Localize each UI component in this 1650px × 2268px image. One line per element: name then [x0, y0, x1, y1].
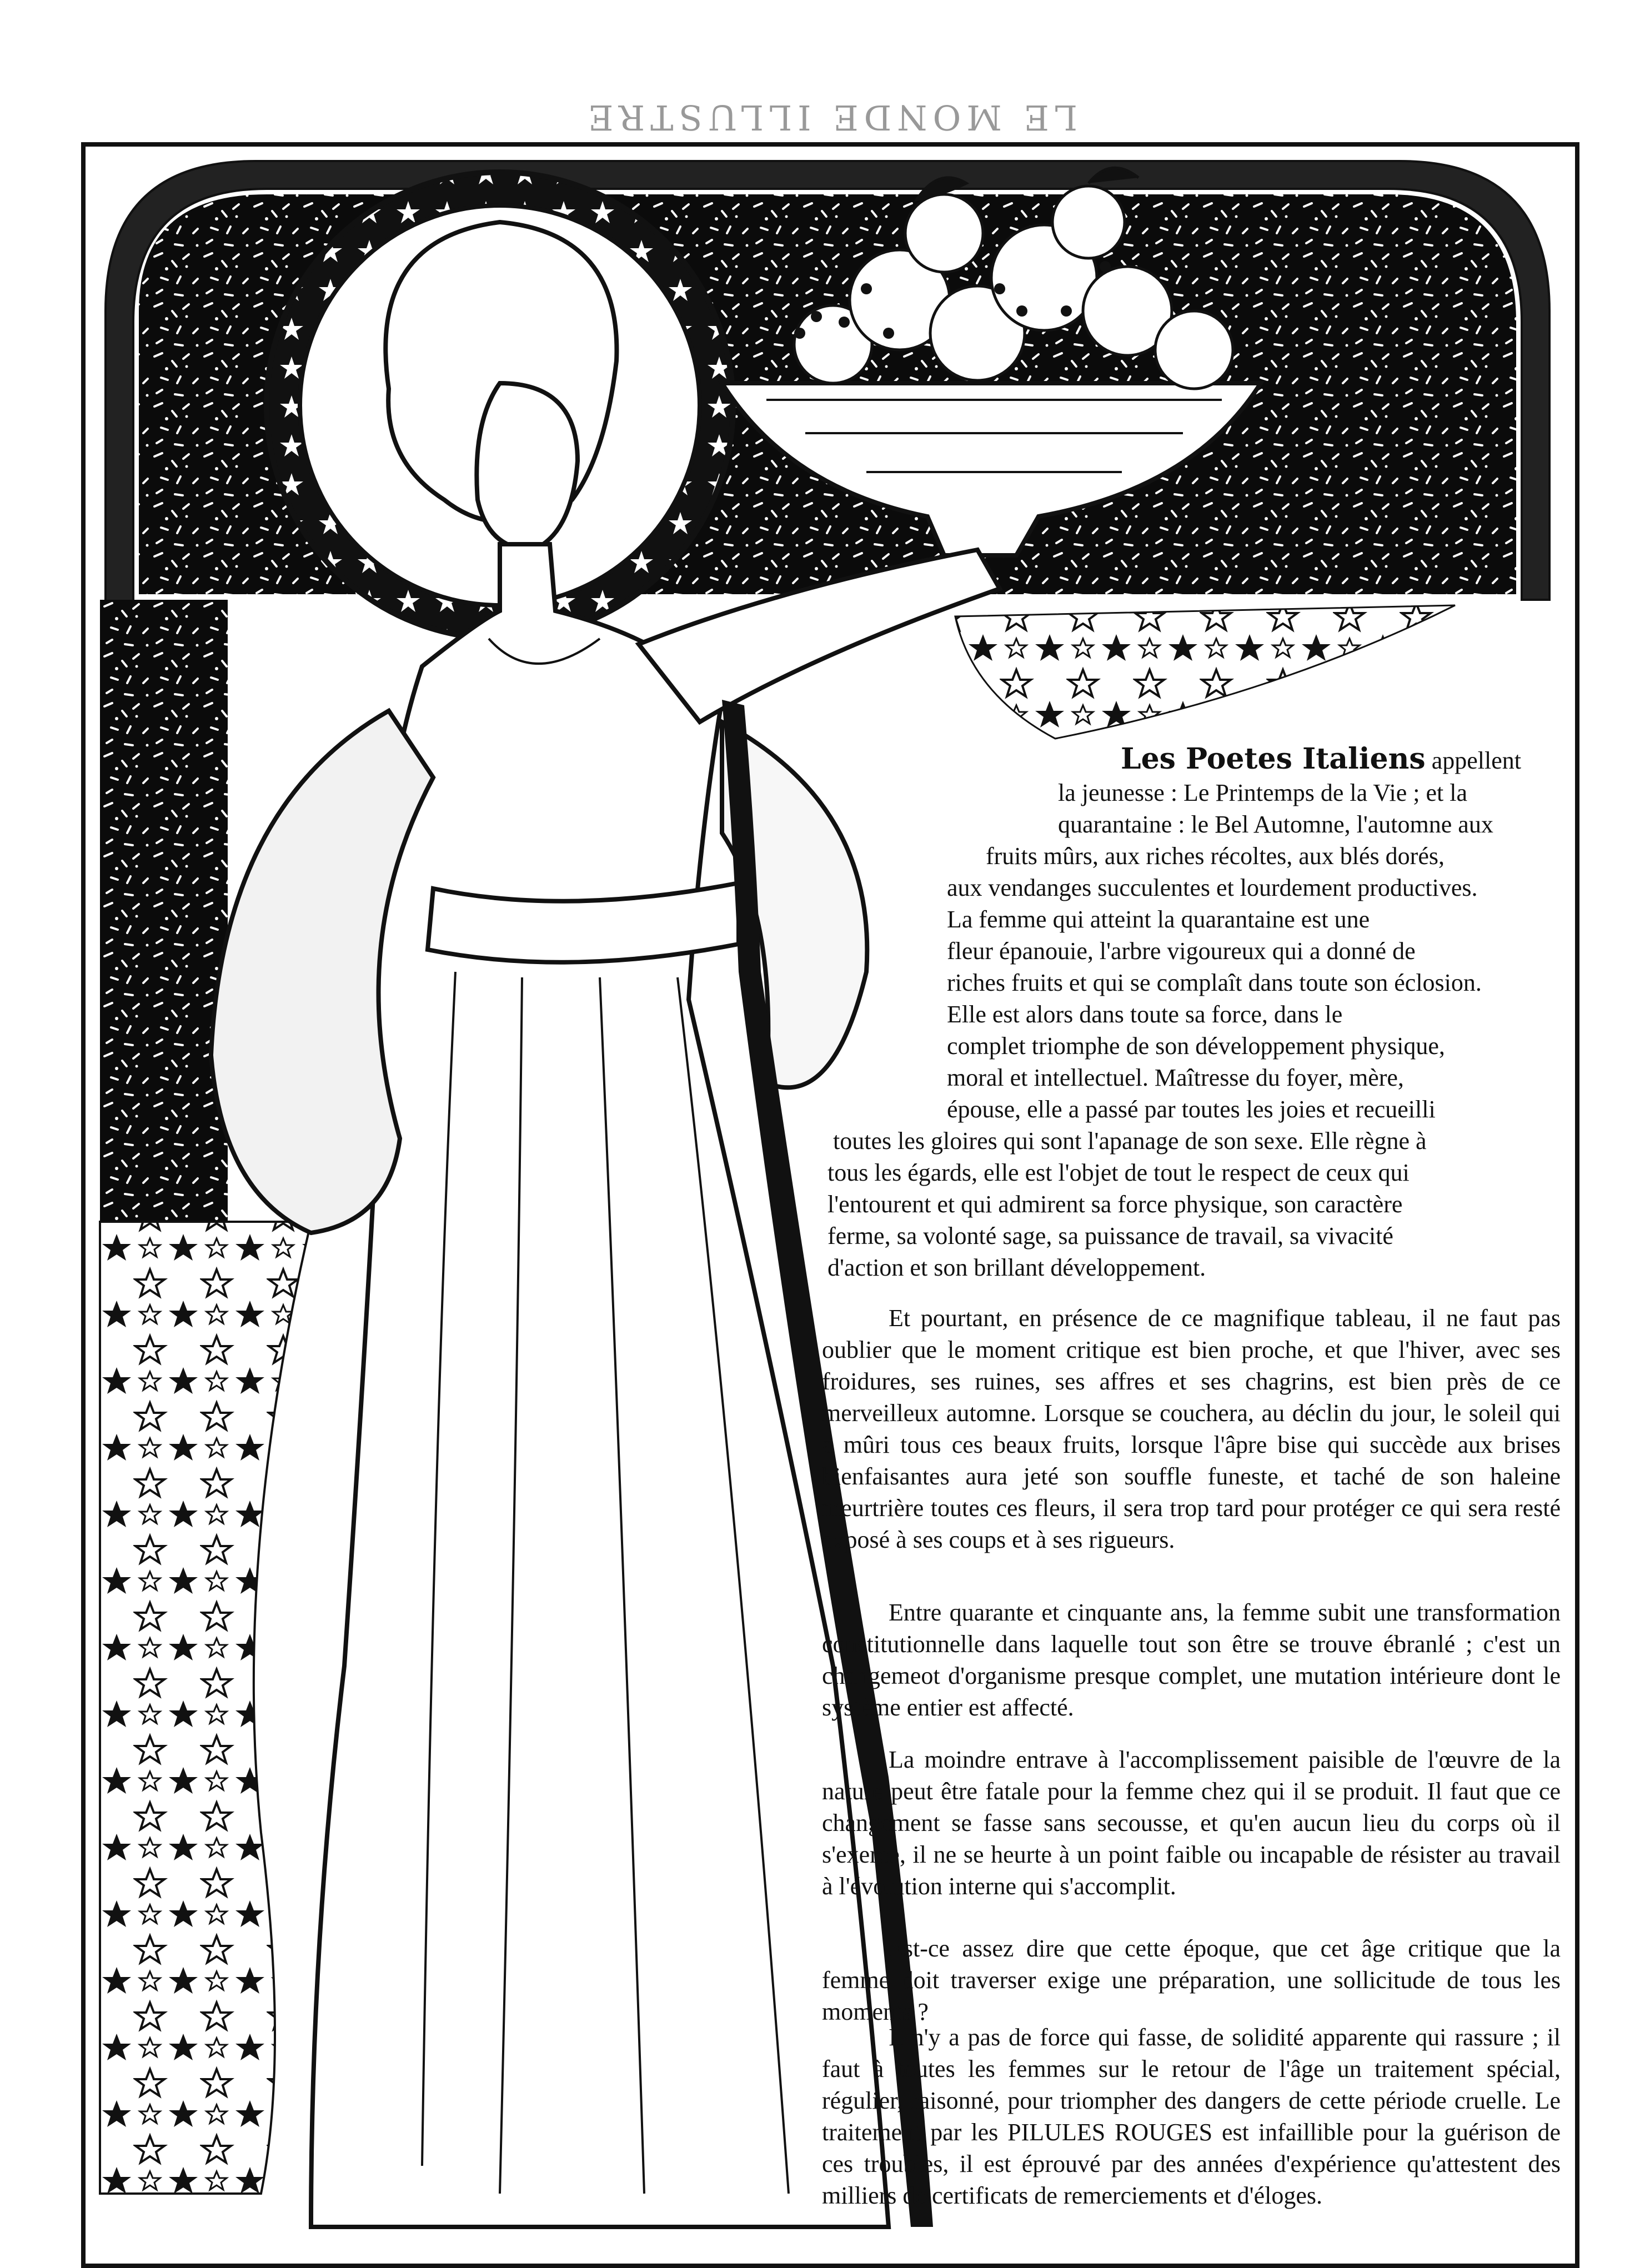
intro-line: complet triomphe de son développement physique,: [947, 1032, 1445, 1060]
intro-line: tous les égards, elle est l'objet de tout le respect de ceux qui: [827, 1159, 1410, 1186]
article-title: Les Poetes Italiens: [1121, 742, 1426, 776]
article-paragraph: Entre quarante et cinquante ans, la femme subit une transformation constitutionnelle dans laquelle tout son être se trouve ébranlé ; c'est un changemeot d'organisme presque complet, une mutation intérieure dont le système entier est affecté.: [822, 1599, 1561, 1721]
intro-line: épouse, elle a passé par toutes les joies et recueilli: [947, 1096, 1436, 1123]
article-paragraph: Il n'y a pas de force qui fasse, de solidité apparente qui rassure ; il faut à toutes les femmes sur le retour de l'âge un traitement spécial, régulier, raisonné, pour triompher des dangers de cette période cruelle. Le traitement par les PILULES ROUGES est infaillible pour la guérison de ces troubles, il est éprouvé par des années d'expérience qu'attestent des milliers de certificats de remerciements et d'éloges.: [822, 2024, 1561, 2209]
article-intro-line-1: [1121, 743, 1521, 776]
article-paragraph: La moindre entrave à l'accomplissement paisible de l'œuvre de la nature peut être fatale pour la femme chez qui il se produit. Il faut que ce changement se fasse sans secousse, et qu'en aucun lieu du corps où il s'exerce, il ne se heurte à un point faible ou incapable de résister au travail à l'évolution interne qui s'accomplit.: [822, 1746, 1561, 1900]
intro-line: moral et intellectuel. Maîtresse du foyer, mère,: [947, 1064, 1404, 1091]
article-paragraph: Et pourtant, en présence de ce magnifique tableau, il ne faut pas oublier que le moment critique est bien proche, et que l'hiver, avec ses froidures, ses ruines, ses affres et ses chagrins, est bien près de ce merveilleux automne. Lorsque se couchera, au déclin du jour, le soleil qui a mûri tous ces beaux fruits, lorsque l'âpre bise qui succède aux brises bienfaisantes aura jeté son souffle funeste, et taché de son haleine meurtrière toutes ces fleurs, il sera trop tard pour protéger ce qui sera resté exposé à ses coups et à ses rigueurs.: [822, 1304, 1561, 1553]
intro-word: appellent: [1431, 747, 1521, 774]
star-cascade: [100, 1222, 311, 2194]
intro-line: Elle est alors dans toute sa force, dans le: [947, 1001, 1343, 1028]
article-paragraph: Est-ce assez dire que cette époque, que cet âge critique que la femme doit traverser exige une préparation, une sollicitude de tous les moments ?: [822, 1935, 1561, 2025]
intro-line: la jeunesse : Le Printemps de la Vie ; et la: [1058, 779, 1467, 806]
intro-line: La femme qui atteint la quarantaine est une: [947, 906, 1370, 933]
intro-line: toutes les gloires qui sont l'apanage de son sexe. Elle règne à: [833, 1127, 1427, 1155]
star-trail: [955, 605, 1455, 739]
intro-line: ferme, sa volonté sage, sa puissance de travail, sa vivacité: [827, 1222, 1393, 1250]
intro-line: quarantaine : le Bel Automne, l'automne aux: [1058, 811, 1493, 838]
running-header: LE MONDE ILLUSTRE: [583, 97, 1077, 138]
intro-line: l'entourent et qui admirent sa force physique, son caractère: [827, 1191, 1403, 1218]
intro-line: aux vendanges succulentes et lourdement productives.: [947, 874, 1478, 901]
intro-line: d'action et son brillant développement.: [827, 1254, 1206, 1281]
left-dark-column: [100, 600, 228, 1238]
intro-line: fleur épanouie, l'arbre vigoureux qui a donné de: [947, 937, 1416, 965]
intro-line: riches fruits et qui se complaît dans toute son éclosion.: [947, 969, 1482, 996]
intro-line: fruits mûrs, aux riches récoltes, aux blés dorés,: [986, 842, 1445, 870]
